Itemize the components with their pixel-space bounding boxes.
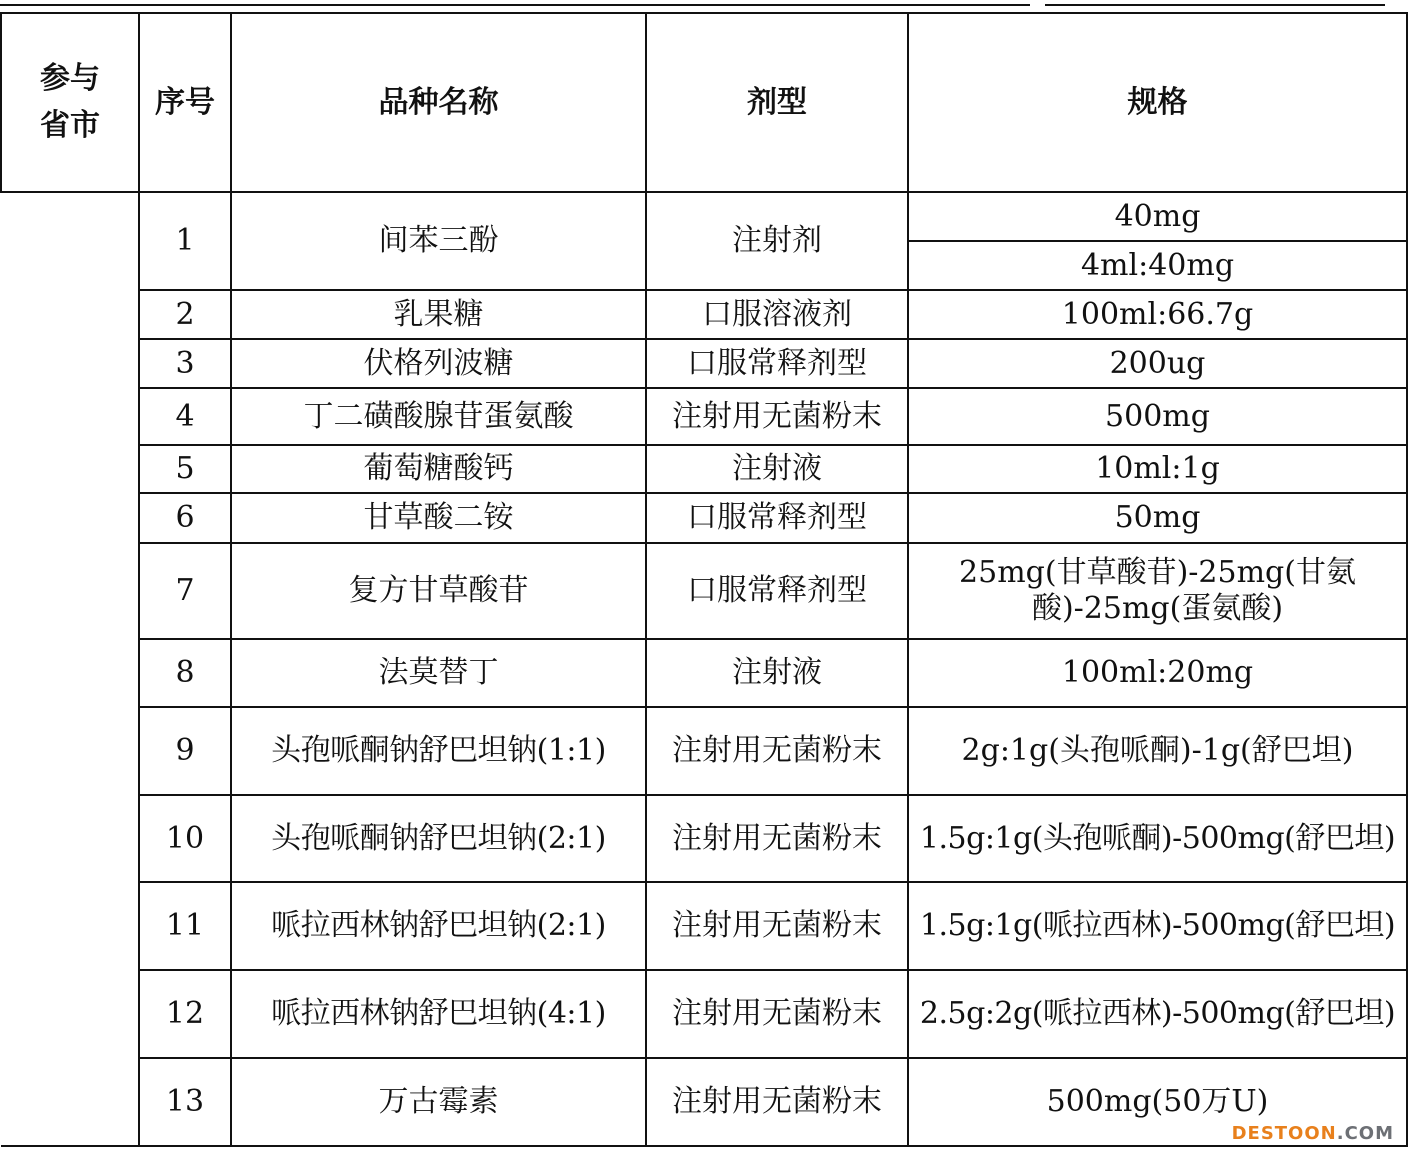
drug-table bbox=[0, 12, 1408, 1147]
cell-spec: 10ml:1g bbox=[908, 445, 1407, 493]
header-province-line1: 参与 bbox=[40, 61, 100, 96]
cell-name: 哌拉西林钠舒巴坦钠(4:1) bbox=[231, 970, 646, 1058]
header-spec: 规格 bbox=[908, 13, 1407, 192]
table-row bbox=[1, 192, 1407, 241]
cell-no: 7 bbox=[139, 543, 231, 639]
cell-spec: 25mg(甘草酸苷)-25mg(甘氨酸)-25mg(蛋氨酸) bbox=[908, 543, 1407, 639]
cell-spec: 500mg(50万U) bbox=[908, 1058, 1407, 1146]
cell-spec: 500mg bbox=[908, 388, 1407, 445]
cell-spec: 100ml:20mg bbox=[908, 639, 1407, 707]
province-cell bbox=[1, 192, 139, 1146]
cell-form: 注射用无菌粉末 bbox=[646, 970, 908, 1058]
table-row bbox=[1, 290, 1407, 339]
watermark-part1: DESTOON bbox=[1231, 1123, 1337, 1144]
cell-spec: 4ml:40mg bbox=[908, 241, 1407, 290]
cell-name: 哌拉西林钠舒巴坦钠(2:1) bbox=[231, 882, 646, 970]
cell-form: 注射用无菌粉末 bbox=[646, 388, 908, 445]
cell-spec: 100ml:66.7g bbox=[908, 290, 1407, 339]
header-form: 剂型 bbox=[646, 13, 908, 192]
cell-name: 乳果糖 bbox=[231, 290, 646, 339]
top-rule-segment bbox=[0, 4, 1030, 6]
cell-form: 注射用无菌粉末 bbox=[646, 1058, 908, 1146]
cell-form: 口服常释剂型 bbox=[646, 493, 908, 543]
cell-no: 9 bbox=[139, 707, 231, 795]
cell-no: 13 bbox=[139, 1058, 231, 1146]
cell-spec: 200ug bbox=[908, 339, 1407, 388]
cell-spec: 1.5g:1g(哌拉西林)-500mg(舒巴坦) bbox=[908, 882, 1407, 970]
cell-no: 3 bbox=[139, 339, 231, 388]
table-row bbox=[1, 388, 1407, 445]
cell-name: 法莫替丁 bbox=[231, 639, 646, 707]
header-no: 序号 bbox=[139, 13, 231, 192]
cell-no: 4 bbox=[139, 388, 231, 445]
cell-name: 间苯三酚 bbox=[231, 192, 646, 290]
cell-no: 8 bbox=[139, 639, 231, 707]
top-rule bbox=[0, 0, 1408, 12]
cell-name: 头孢哌酮钠舒巴坦钠(2:1) bbox=[231, 795, 646, 882]
cell-no: 10 bbox=[139, 795, 231, 882]
header-name: 品种名称 bbox=[231, 13, 646, 192]
cell-no: 1 bbox=[139, 192, 231, 290]
cell-name: 复方甘草酸苷 bbox=[231, 543, 646, 639]
cell-no: 12 bbox=[139, 970, 231, 1058]
cell-no: 6 bbox=[139, 493, 231, 543]
header-row bbox=[1, 13, 1407, 192]
cell-name: 丁二磺酸腺苷蛋氨酸 bbox=[231, 388, 646, 445]
watermark-logo bbox=[1232, 1123, 1394, 1144]
cell-name: 万古霉素 bbox=[231, 1058, 646, 1146]
table-row bbox=[1, 882, 1407, 970]
header-province-line2: 省市 bbox=[40, 107, 100, 143]
cell-form: 注射用无菌粉末 bbox=[646, 707, 908, 795]
cell-form: 注射液 bbox=[646, 639, 908, 707]
table-row bbox=[1, 339, 1407, 388]
table-row bbox=[1, 445, 1407, 493]
cell-no: 5 bbox=[139, 445, 231, 493]
table-row bbox=[1, 707, 1407, 795]
table-row bbox=[1, 639, 1407, 707]
top-rule-segment bbox=[1045, 4, 1385, 6]
cell-spec: 2g:1g(头孢哌酮)-1g(舒巴坦) bbox=[908, 707, 1407, 795]
table-row bbox=[1, 795, 1407, 882]
table-row bbox=[1, 493, 1407, 543]
cell-no: 11 bbox=[139, 882, 231, 970]
cell-form: 注射用无菌粉末 bbox=[646, 882, 908, 970]
cell-name: 葡萄糖酸钙 bbox=[231, 445, 646, 493]
table-row bbox=[1, 543, 1407, 639]
table-row bbox=[1, 970, 1407, 1058]
watermark-part2: .COM bbox=[1336, 1123, 1394, 1144]
cell-form: 注射液 bbox=[646, 445, 908, 493]
cell-form: 口服常释剂型 bbox=[646, 339, 908, 388]
cell-name: 甘草酸二铵 bbox=[231, 493, 646, 543]
table-row bbox=[1, 1058, 1407, 1146]
cell-name: 头孢哌酮钠舒巴坦钠(1:1) bbox=[231, 707, 646, 795]
cell-no: 2 bbox=[139, 290, 231, 339]
cell-form: 注射剂 bbox=[646, 192, 908, 290]
cell-form: 口服常释剂型 bbox=[646, 543, 908, 639]
header-province bbox=[1, 13, 139, 192]
cell-spec: 2.5g:2g(哌拉西林)-500mg(舒巴坦) bbox=[908, 970, 1407, 1058]
cell-spec: 50mg bbox=[908, 493, 1407, 543]
cell-spec: 40mg bbox=[908, 192, 1407, 241]
cell-name: 伏格列波糖 bbox=[231, 339, 646, 388]
cell-form: 口服溶液剂 bbox=[646, 290, 908, 339]
cell-spec: 1.5g:1g(头孢哌酮)-500mg(舒巴坦) bbox=[908, 795, 1407, 882]
cell-form: 注射用无菌粉末 bbox=[646, 795, 908, 882]
